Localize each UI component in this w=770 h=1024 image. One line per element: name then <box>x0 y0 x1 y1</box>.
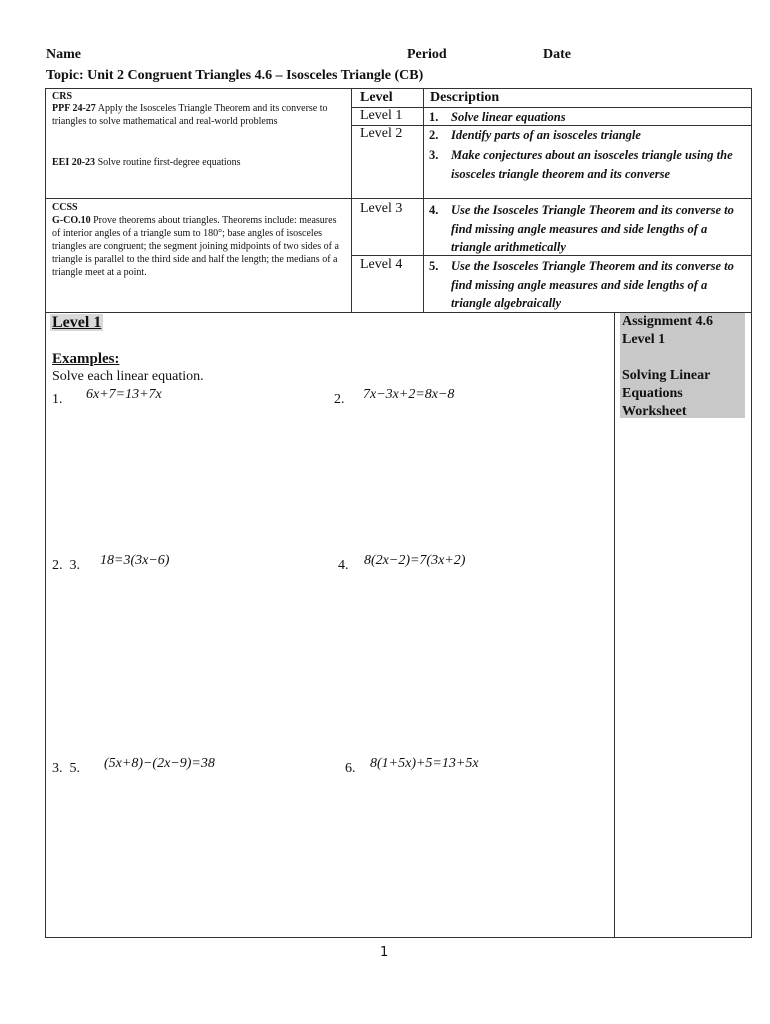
problem-number: 1. <box>52 392 63 407</box>
problem-equation: (5x+8)−(2x−9)=38 <box>104 756 215 771</box>
ccss-standard <box>52 214 344 279</box>
crs-title: CRS <box>52 91 73 102</box>
page-right-border <box>751 88 752 938</box>
level-heading-text: Level 1 <box>52 314 102 331</box>
problem-equation: 7x−3x+2=8x−8 <box>363 387 455 402</box>
level-divider <box>423 88 424 312</box>
problem-equation: 8(1+5x)+5=13+5x <box>370 756 479 771</box>
worksheet-title-line2: Equations <box>622 386 683 401</box>
description-number: 3. <box>429 148 439 162</box>
table-top-border <box>45 88 752 89</box>
ccss-text: Prove theorems about triangles. Theorems include: measures of interior angles of a triangle sum to 180°; base angles of isosceles triangles are congruent; the segment joining midpoints of two sides of a triangle is parallel to the third side and half the length; the medians of a triangle meet at a point. <box>52 215 339 278</box>
problem-equation: 8(2x−2)=7(3x+2) <box>364 553 466 568</box>
description-number: 1. <box>429 110 439 124</box>
description-text: Solve linear equations <box>451 110 566 124</box>
description-cell <box>429 201 749 257</box>
crs-eei-text: Solve routine first-degree equations <box>97 157 241 168</box>
assignment-level: Level 1 <box>622 332 666 347</box>
crs-eei <box>52 156 344 169</box>
level-cell: Level 3 <box>360 201 403 216</box>
problem-number: 2. <box>334 392 345 407</box>
crs-ppf-text: Apply the Isosceles Triangle Theorem and its converse to triangles to solve mathematical and real-world problems <box>52 103 328 127</box>
problem-equation: 18=3(3x−6) <box>100 553 170 568</box>
assignment-sidebar <box>620 313 745 418</box>
sidebar-divider <box>614 312 615 938</box>
problem-number: 3. 5. <box>52 761 80 776</box>
problem-equation: 6x+7=13+7x <box>86 387 162 402</box>
level-column-header: Level <box>360 90 393 105</box>
description-number: 2. <box>429 128 439 142</box>
crs-ccss-divider <box>45 198 352 199</box>
ccss-code: G-CO.10 <box>52 215 91 226</box>
description-text: Use the Isosceles Triangle Theorem and its converse to find missing angle measures and side lengths of a triangle algebraically <box>451 259 734 310</box>
description-text: Make conjectures about an isosceles triangle using the isosceles triangle theorem and its converse <box>451 148 733 181</box>
crs-ppf-code: PPF 24-27 <box>52 103 96 114</box>
assignment-title: Assignment 4.6 <box>622 314 714 329</box>
description-cell <box>429 257 749 313</box>
description-number: 4. <box>429 203 439 217</box>
description-cell <box>429 146 749 183</box>
problem-number: 2. 3. <box>52 558 80 573</box>
description-cell <box>429 126 749 145</box>
instruction-text: Solve each linear equation. <box>52 369 204 384</box>
description-text: Use the Isosceles Triangle Theorem and its converse to find missing angle measures and side lengths of a triangle arithmetically <box>451 203 734 254</box>
description-cell <box>429 108 749 127</box>
row2-divider <box>352 198 751 199</box>
page-number: 1 <box>380 945 389 960</box>
topic-title: Topic: Unit 2 Congruent Triangles 4.6 – Isosceles Triangle (CB) <box>46 68 424 83</box>
worksheet-title-line1: Solving Linear <box>622 368 711 383</box>
examples-label: Examples: <box>52 351 120 367</box>
crs-eei-code: EEI 20-23 <box>52 157 96 168</box>
crs-ppf <box>52 102 344 128</box>
problem-number: 6. <box>345 761 356 776</box>
description-column-header: Description <box>430 90 500 105</box>
level-cell: Level 2 <box>360 126 403 141</box>
date-label: Date <box>543 47 571 62</box>
description-text: Identify parts of an isosceles triangle <box>451 128 641 142</box>
standards-divider <box>351 88 352 312</box>
level-cell: Level 4 <box>360 257 403 272</box>
name-label: Name <box>46 47 81 62</box>
page-bottom-border <box>45 937 752 938</box>
description-number: 5. <box>429 259 439 273</box>
level-cell: Level 1 <box>360 108 403 123</box>
worksheet-title-line3: Worksheet <box>622 404 687 419</box>
ccss-title: CCSS <box>52 202 78 213</box>
level-heading <box>50 314 103 332</box>
problem-number: 4. <box>338 558 349 573</box>
page-left-border <box>45 88 46 938</box>
period-label: Period <box>407 47 447 62</box>
